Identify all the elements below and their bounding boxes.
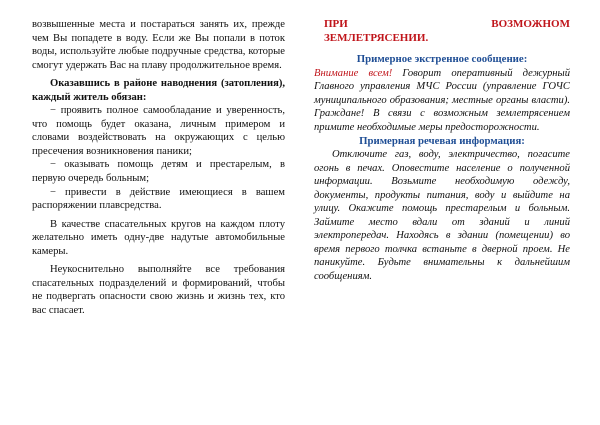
emergency-message-heading: Примерное экстренное сообщение:: [356, 53, 528, 66]
right-column: [314, 18, 570, 284]
final-paragraph: Неукоснительно выполняйте все требования спасательных подразделений и формирований, чтобы не подвергать опасности свою жизнь и жизнь тех, кто вас спасает.: [32, 264, 285, 316]
section-title-line2: ЗЕМЛЕТРЯСЕНИИ.: [324, 31, 429, 44]
duty-item-help: − оказывать помощь детям и престарелым, в первую очередь больным;: [32, 159, 285, 185]
duty-item-calm: − проявить полное самообладание и уверенность, что помощь будет оказана, личным примером и словами воздействовать на окружающих с целью пресечения возникновения паники;: [32, 105, 285, 157]
speech-info-text: Отключите газ, воду, электричество, погасите огонь в печах. Оповестите население о полученной информации. Возьмите необходимую одежду, документы, продукты питания, воду и выйдите на улицу. Окажите помощь престарелым и больным. Займите место вдали от зданий и линий электропередач. Находясь в здании (помещении) во время первого толчка встаньте в дверной проем. Не паникуйте. Будьте внимательны к дальнейшим сообщениям.: [314, 149, 570, 283]
rescue-circles-paragraph: В качестве спасательных кругов на каждом плоту желательно иметь одну-две надутые автомобильные камеры.: [32, 218, 285, 257]
intro-paragraph: возвышенные места и постараться занять их, прежде чем Вы попадете в воду. Если же Вы попали в поток воды, используйте любые подручные средства, которые смогут удержать Вас на плаву продолжительное время.: [32, 19, 285, 71]
speech-info-heading: Примерная речевая информация:: [359, 134, 525, 147]
duty-item-boats: − привести в действие имеющиеся в вашем распоряжении плавсредства.: [32, 186, 285, 212]
emergency-message: [314, 67, 570, 135]
attention-callout: Внимание всем!: [314, 67, 393, 79]
left-column: [32, 18, 285, 317]
section-title-line1: ПРИ ВОЗМОЖНОМ: [324, 18, 570, 30]
emergency-message-body: Говорит оперативный дежурный Главного управления МЧС России (управление ГОЧС муниципального образования; местные органы власти). Граждане! В связи с возможным землетрясением примите необходимые меры предосторожности.: [314, 67, 571, 133]
flood-duties-heading: Оказавшись в районе наводнения (затопления), каждый житель обязан:: [32, 78, 285, 103]
